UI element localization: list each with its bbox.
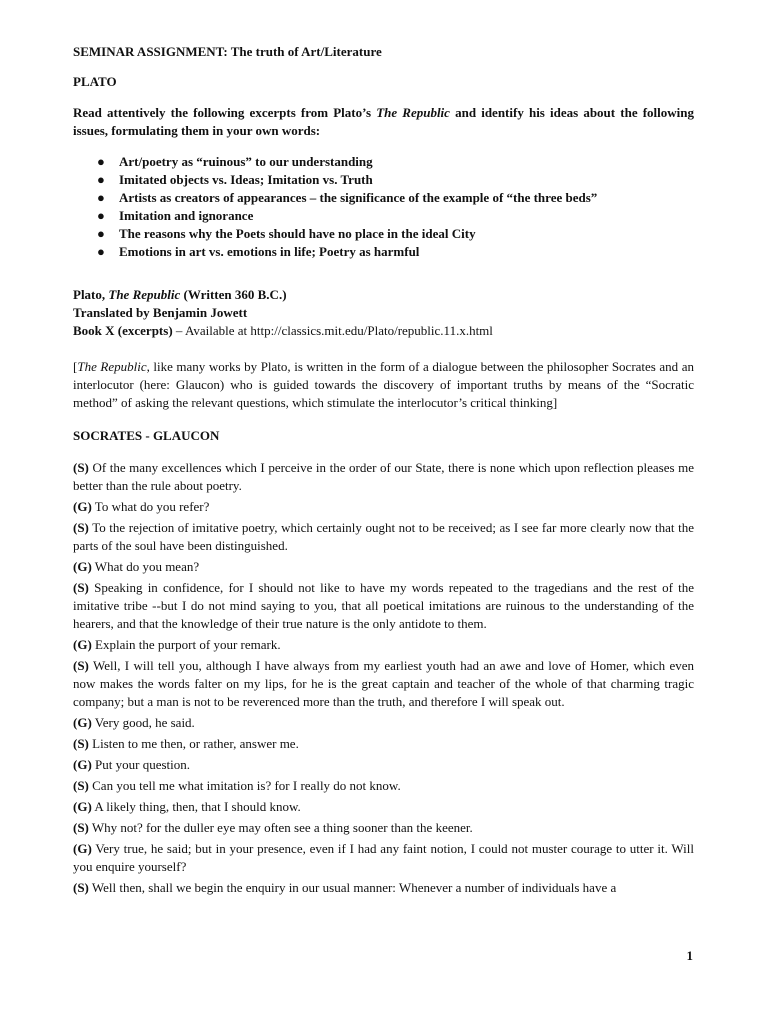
page-content (73, 43, 694, 900)
dialogue-text: Very true, he said; but in your presence, even if I had any faint notion, I could not muster courage to utter it. Will you enquire yourself? (73, 841, 694, 874)
citation-availability: – Available at http://classics.mit.edu/Plato/republic.11.x.html (172, 323, 493, 338)
dialogue-line (73, 798, 694, 816)
bullet-icon: ● (97, 208, 105, 223)
speaker-tag: (G) (73, 799, 92, 814)
dialogue-line (73, 840, 694, 876)
dialogue-text: Very good, he said. (91, 715, 195, 730)
dialogue-text: Listen to me then, or rather, answer me. (88, 736, 299, 751)
dialogue-line (73, 879, 694, 897)
speaker-tag: (G) (73, 841, 92, 856)
issue-text: Art/poetry as “ruinous” to our understanding (119, 154, 373, 169)
speaker-tag: (S) (73, 778, 89, 793)
speaker-tag: (S) (73, 460, 89, 475)
citation-date: (Written 360 B.C.) (180, 287, 287, 302)
dialogue-line (73, 714, 694, 732)
note-open-bracket: [ (73, 359, 78, 374)
speaker-tag: (S) (73, 658, 89, 673)
intro-post: and identify his ideas about the following issues, formulating them in your own words: (73, 105, 695, 138)
source-citation (73, 286, 694, 340)
dialogue-line (73, 657, 694, 711)
editorial-note (73, 358, 694, 412)
dialogue (73, 459, 694, 897)
dialogue-text: Why not? for the duller eye may often see a thing sooner than the keener. (88, 820, 473, 835)
bullet-icon: ● (97, 172, 105, 187)
intro-pre: Read attentively the following excerpts from Plato’s (73, 105, 377, 120)
dialogue-line (73, 519, 694, 555)
dialogue-line (73, 777, 694, 795)
dialogue-text: To the rejection of imitative poetry, which certainly ought not to be received; as I see far more clearly now that the parts of the soul have been distinguished. (73, 520, 694, 553)
dialogue-line (73, 636, 694, 654)
speaker-tag: (S) (73, 820, 89, 835)
speaker-tag: (G) (73, 559, 92, 574)
dialogue-text: Of the many excellences which I perceive in the order of our State, there is none which upon reflection pleases me better than the rule about poetry. (73, 460, 694, 493)
issue-text: Imitated objects vs. Ideas; Imitation vs. Truth (119, 172, 373, 187)
list-item (97, 207, 694, 225)
dialogue-line (73, 498, 694, 516)
speaker-tag: (S) (73, 736, 89, 751)
speaker-tag: (S) (73, 880, 89, 895)
dialogue-line (73, 459, 694, 495)
bullet-icon: ● (97, 226, 105, 241)
dialogue-text: A likely thing, then, that I should know. (91, 799, 301, 814)
dialogue-line (73, 558, 694, 576)
list-item (97, 225, 694, 243)
issue-text: Artists as creators of appearances – the significance of the example of “the three beds” (119, 190, 598, 205)
assignment-instructions (73, 104, 694, 140)
list-item (97, 171, 694, 189)
citation-work-title: The Republic (108, 287, 181, 302)
issue-text: Emotions in art vs. emotions in life; Poetry as harmful (119, 244, 420, 259)
bullet-icon: ● (97, 190, 105, 205)
bullet-icon: ● (97, 154, 105, 169)
citation-book-line (73, 322, 694, 340)
citation-translator: Translated by Benjamin Jowett (73, 305, 248, 320)
dialogue-text: Can you tell me what imitation is? for I really do not know. (88, 778, 401, 793)
dialogue-text: Well, I will tell you, although I have always from my earliest youth had an awe and love of Homer, which even now makes the words falter on my lips, for he is the great captain and teacher of the whole of that charming tragic company; but a man is not to be reverenced more than the truth, and therefore I will speak out. (73, 658, 694, 709)
list-item (97, 153, 694, 171)
intro-work-title: The Republic (376, 105, 450, 120)
citation-work-line (73, 286, 694, 304)
note-work-title: The Republic (77, 359, 147, 374)
dialogue-text: Put your question. (91, 757, 191, 772)
page-number: 1 (686, 948, 693, 963)
speaker-tag: (G) (73, 757, 92, 772)
dialogue-text: What do you mean? (91, 559, 200, 574)
dialogue-text: Speaking in confidence, for I should not like to have my words repeated to the tragedians and the rest of the imitative tribe --but I do not mind saying to you, that all poetical imitations are ruinous to the understanding of the hearers, and that the knowledge of their true nature is the only antidote to them. (73, 580, 694, 631)
dialogue-text: Well then, shall we begin the enquiry in our usual manner: Whenever a number of individuals have a (88, 880, 617, 895)
speaker-tag: (S) (73, 580, 89, 595)
citation-book: Book X (excerpts) (73, 323, 173, 338)
list-item (97, 243, 694, 261)
speaker-tag: (G) (73, 715, 92, 730)
speakers-heading: SOCRATES - GLAUCON (73, 428, 220, 443)
note-text: , like many works by Plato, is written in the form of a dialogue between the philosopher Socrates and an interlocutor (here: Glaucon) who is guided towards the discovery of important truths by means of the “Socratic method” of asking the relevant questions, which stimulate the interlocutor’s critical thinking] (73, 359, 694, 410)
speaker-tag: (G) (73, 637, 92, 652)
bullet-icon: ● (97, 244, 105, 259)
speaker-tag: (S) (73, 520, 89, 535)
dialogue-line (73, 579, 694, 633)
issues-list (73, 153, 694, 261)
list-item (97, 189, 694, 207)
author-heading: PLATO (73, 74, 117, 89)
citation-author: Plato, (73, 287, 109, 302)
speaker-tag: (G) (73, 499, 92, 514)
dialogue-line (73, 819, 694, 837)
issue-text: The reasons why the Poets should have no place in the ideal City (119, 226, 476, 241)
dialogue-text: Explain the purport of your remark. (91, 637, 281, 652)
issue-text: Imitation and ignorance (119, 208, 254, 223)
dialogue-line (73, 735, 694, 753)
document-title: SEMINAR ASSIGNMENT: The truth of Art/Literature (73, 44, 382, 59)
dialogue-line (73, 756, 694, 774)
dialogue-text: To what do you refer? (91, 499, 210, 514)
